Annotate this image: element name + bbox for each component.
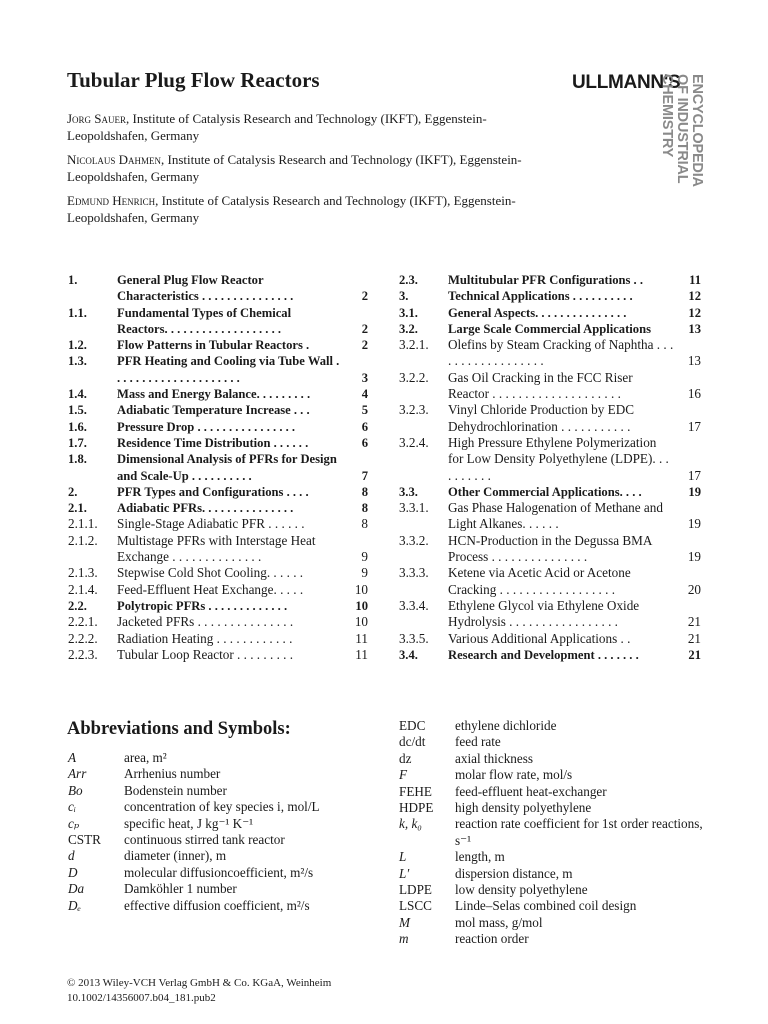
toc-number: 1. — [68, 273, 78, 287]
toc-page-number: 4 — [361, 387, 368, 402]
toc-number: 3.3. — [399, 484, 418, 499]
toc-title: Large Scale Commercial Applications — [448, 321, 651, 336]
symbol-description: axial thickness — [455, 750, 534, 766]
toc-page-number: 8 — [361, 516, 368, 532]
symbol: dc/dt — [399, 734, 426, 750]
toc-number: 1.8. — [68, 452, 87, 467]
symbol: Dₑ — [68, 897, 81, 913]
toc-page-number: 2 — [361, 321, 368, 336]
toc-entry[interactable] — [68, 500, 368, 516]
toc-page-number: 9 — [361, 565, 368, 581]
toc-entry[interactable] — [68, 451, 368, 484]
toc-page-number: 19 — [688, 484, 701, 499]
symbol: EDC — [399, 718, 426, 733]
symbol-description: feed rate — [455, 734, 501, 750]
toc-page-number: 16 — [687, 386, 701, 402]
symbol: dz — [399, 750, 412, 766]
toc-entry[interactable] — [399, 565, 701, 598]
symbol: HDPE — [399, 800, 434, 816]
toc-title: General Aspects. . . . . . . . . . . . . . . — [448, 305, 627, 320]
toc-page-number: 6 — [361, 435, 368, 450]
symbol-row — [68, 766, 368, 782]
toc-number: 2.1. — [68, 501, 87, 516]
symbol-description: molecular diffusioncoefficient, m²/s — [124, 864, 314, 880]
toc-number: 2.1.1. — [68, 516, 98, 532]
toc-title: Ethylene Glycol via Ethylene Oxide Hydrolysis . . . . . . . . . . . . . . . . . — [448, 597, 640, 630]
toc-number: 1.3. — [68, 354, 87, 369]
toc-number: 3.3.3. — [399, 565, 429, 581]
toc-title: Multistage PFRs with Interstage Heat Exchange . . . . . . . . . . . . . . — [117, 532, 316, 565]
toc-title: Other Commercial Applications. . . . — [448, 484, 642, 499]
toc-title: High Pressure Ethylene Polymerization for Low Density Polyethylene (LDPE). . . . . . . . . . — [448, 434, 669, 483]
toc-number: 2.1.4. — [68, 581, 98, 597]
symbol: Da — [68, 881, 85, 897]
symbol: A — [68, 750, 77, 765]
toc-number: 2.2.1. — [68, 614, 98, 630]
symbol-row — [68, 881, 368, 897]
toc-number: 3.1. — [399, 305, 418, 320]
author-affiliation: Institute of Catalysis Research and Technology (IKFT), Eggenstein-Leopoldshafen, Germany — [67, 111, 487, 143]
toc-number: 3.2.3. — [399, 402, 429, 418]
toc-page-number: 11 — [689, 273, 701, 287]
footer — [67, 976, 331, 1006]
toc-page-number: 19 — [687, 516, 701, 532]
symbol-description: Arrhenius number — [124, 766, 221, 782]
symbol-description: reaction order — [455, 931, 529, 947]
logo-line: CHEMISTRY — [659, 74, 675, 158]
symbol: k, k₀ — [399, 816, 422, 832]
symbol-description: area, m² — [124, 750, 167, 765]
symbol: L′ — [399, 865, 410, 881]
logo-vertical-text — [654, 74, 704, 204]
toc-page-number: 20 — [687, 581, 701, 597]
symbol: Arr — [68, 766, 87, 782]
toc-page-number: 2 — [361, 289, 368, 304]
toc-page-number: 21 — [688, 647, 701, 662]
toc-number: 1.5. — [68, 403, 87, 418]
author-list — [67, 111, 537, 234]
author-entry — [67, 193, 537, 226]
symbol-description: molar flow rate, mol/s — [455, 767, 573, 783]
toc-number: 1.1. — [68, 305, 87, 320]
symbol-description: high density polyethylene — [455, 800, 592, 816]
symbol-description: Bodenstein number — [124, 782, 227, 798]
toc-number: 2.1.2. — [68, 532, 98, 548]
symbol-row — [399, 849, 719, 865]
toc-entry[interactable] — [68, 614, 368, 630]
toc-title: Flow Patterns in Tubular Reactors . — [117, 338, 310, 353]
toc-entry[interactable] — [68, 565, 368, 581]
logo-line: OF INDUSTRIAL — [674, 74, 690, 184]
symbol: cₚ — [68, 815, 80, 831]
toc-title: Gas Phase Halogenation of Methane and Light Alkanes. . . . . . — [448, 500, 663, 532]
symbol-row — [399, 767, 719, 783]
symbol: L — [399, 849, 407, 865]
symbol-row — [399, 718, 719, 734]
toc-page-number: 5 — [361, 403, 368, 418]
symbol: M — [399, 914, 410, 930]
toc-entry[interactable] — [399, 647, 701, 663]
toc-title: Various Additional Applications . . — [448, 630, 631, 646]
toc-entry[interactable] — [68, 484, 368, 500]
toc-number: 3.3.1. — [399, 500, 429, 516]
toc-title: Polytropic PFRs . . . . . . . . . . . . . — [117, 598, 288, 613]
symbol-description: ethylene dichloride — [455, 718, 557, 733]
toc-page-number: 11 — [355, 646, 368, 662]
toc-number: 3.3.2. — [399, 532, 429, 548]
toc-number: 3.4. — [399, 647, 418, 662]
author-entry — [67, 111, 537, 144]
toc-entry[interactable] — [399, 598, 701, 631]
toc-title: Dimensional Analysis of PFRs for Design and Scale-Up . . . . . . . . . . — [117, 452, 337, 483]
toc-entry[interactable] — [68, 305, 368, 338]
toc-title: Olefins by Steam Cracking of Naphtha . . . . . . . . . . . . . . . . . . — [448, 337, 674, 369]
symbol-description: mol mass, g/mol — [455, 914, 543, 930]
toc-entry[interactable] — [399, 370, 701, 403]
toc-page-number: 12 — [688, 305, 701, 320]
toc-number: 3.2. — [399, 321, 418, 336]
author-affiliation: Institute of Catalysis Research and Technology (IKFT), Eggenstein-Leopoldshafen, Germany — [67, 193, 516, 225]
symbol-row — [399, 784, 719, 800]
toc-entry[interactable] — [399, 305, 701, 321]
toc-number: 1.7. — [68, 435, 87, 450]
toc-title: Vinyl Chloride Production by EDC Dehydrochlorination . . . . . . . . . . . — [448, 402, 635, 434]
toc-number: 3. — [399, 289, 409, 304]
toc-entry[interactable] — [68, 435, 368, 451]
toc-number: 3.2.4. — [399, 434, 429, 450]
symbol-description: feed-effluent heat-exchanger — [455, 783, 607, 799]
symbol-row — [68, 832, 368, 848]
toc-number: 2. — [68, 484, 78, 499]
toc-number: 2.3. — [399, 273, 418, 287]
toc-entry[interactable] — [68, 337, 368, 353]
toc-number: 1.2. — [68, 338, 87, 353]
symbol-list-right — [399, 718, 719, 948]
symbol-row — [399, 816, 719, 849]
toc-page-number: 8 — [361, 501, 368, 516]
toc-number: 2.2. — [68, 598, 87, 613]
symbol-description: diameter (inner), m — [124, 848, 227, 864]
toc-title: Residence Time Distribution . . . . . . — [117, 435, 309, 450]
symbol: CSTR — [68, 832, 101, 848]
toc-number: 1.4. — [68, 387, 87, 402]
toc-entry[interactable] — [68, 402, 368, 418]
toc-page-number: 9 — [361, 549, 368, 565]
symbol: LSCC — [399, 898, 432, 914]
symbol-description: low density polyethylene — [455, 882, 588, 898]
toc-page-number: 17 — [687, 418, 701, 434]
toc-page-number: 8 — [361, 484, 368, 499]
symbol-description: continuous stirred tank reactor — [124, 832, 285, 848]
logo-wordmark: ULLMANN'S — [572, 72, 681, 93]
toc-title: PFR Types and Configurations . . . . — [117, 484, 309, 499]
toc-title: HCN-Production in the Degussa BMA Process . . . . . . . . . . . . . . . — [448, 532, 652, 565]
toc-number: 3.2.2. — [399, 369, 429, 385]
symbol-row — [399, 898, 719, 914]
symbol-description: specific heat, J kg⁻¹ K⁻¹ — [124, 815, 254, 831]
symbol: Bo — [68, 782, 83, 798]
ullmanns-logo — [572, 72, 705, 207]
toc-page-number: 19 — [687, 549, 701, 565]
toc-entry[interactable] — [68, 419, 368, 435]
toc-page-number: 7 — [361, 468, 368, 483]
article-title: Tubular Plug Flow Reactors — [67, 68, 320, 92]
toc-entry[interactable] — [68, 516, 368, 532]
toc-entry[interactable] — [399, 337, 701, 370]
toc-title: Adiabatic Temperature Increase . . . — [117, 403, 310, 418]
symbol: LDPE — [399, 882, 432, 898]
toc-page-number: 13 — [687, 353, 701, 369]
logo-line: ENCYCLOPEDIA — [689, 74, 705, 187]
toc-title: General Plug Flow Reactor Characteristics . . . . . . . . . . . . . . . — [117, 273, 294, 304]
symbol-row — [68, 799, 368, 815]
toc-number: 3.2.1. — [399, 337, 429, 353]
symbol-row — [399, 882, 719, 898]
table-of-contents-left — [68, 272, 368, 663]
toc-entry[interactable] — [399, 288, 701, 304]
symbol-row — [399, 734, 719, 750]
toc-number: 3.3.5. — [399, 630, 429, 646]
doi: 10.1002/14356007.b04_181.pub2 — [67, 992, 216, 1004]
toc-title: Tubular Loop Reactor . . . . . . . . . — [117, 646, 294, 662]
toc-title: Jacketed PFRs . . . . . . . . . . . . . . . — [117, 614, 294, 630]
toc-number: 3.3.4. — [399, 597, 429, 613]
toc-entry[interactable] — [68, 353, 368, 386]
toc-title: PFR Heating and Cooling via Tube Wall . . . . . . . . . . . . . . . . . . . . . — [117, 354, 340, 385]
author-affiliation: Institute of Catalysis Research and Technology (IKFT), Eggenstein-Leopoldshafen, Germany — [67, 152, 522, 184]
toc-title: Single-Stage Adiabatic PFR . . . . . . — [117, 516, 305, 532]
symbol-description: length, m — [455, 849, 505, 865]
symbol-description: effective diffusion coefficient, m²/s — [124, 897, 310, 913]
toc-entry[interactable] — [399, 435, 701, 484]
symbol-description: dispersion distance, m — [455, 865, 573, 881]
toc-entry[interactable] — [68, 631, 368, 647]
toc-page-number: 10 — [354, 581, 368, 597]
symbol-description: Linde–Selas combined coil design — [455, 898, 637, 914]
symbol: D — [68, 864, 78, 880]
symbol-description: reaction rate coefficient for 1st order reactions, s⁻¹ — [455, 816, 703, 848]
toc-page-number: 11 — [355, 630, 368, 646]
symbol-row — [68, 865, 368, 881]
toc-page-number: 3 — [361, 370, 368, 385]
toc-number: 1.6. — [68, 419, 87, 434]
toc-entry[interactable] — [68, 533, 368, 566]
symbol-row — [68, 783, 368, 799]
toc-entry[interactable] — [68, 647, 368, 663]
toc-title: Technical Applications . . . . . . . . . . — [448, 289, 633, 304]
toc-entry[interactable] — [399, 500, 701, 533]
author-name: Jorg Sauer , — [67, 111, 129, 126]
toc-title: Pressure Drop . . . . . . . . . . . . . . . . — [117, 419, 296, 434]
table-of-contents-right — [399, 272, 701, 663]
toc-title: Feed-Effluent Heat Exchange. . . . . — [117, 581, 304, 597]
toc-entry[interactable] — [399, 272, 701, 288]
toc-title: Radiation Heating . . . . . . . . . . . . — [117, 630, 293, 646]
toc-entry[interactable] — [68, 598, 368, 614]
toc-title: Mass and Energy Balance. . . . . . . . . — [117, 387, 311, 402]
toc-entry[interactable] — [68, 582, 368, 598]
toc-page-number: 21 — [687, 614, 701, 630]
toc-number: 2.1.3. — [68, 565, 98, 581]
toc-entry[interactable] — [68, 272, 368, 305]
author-name: Nicolaus Dahmen , — [67, 152, 164, 167]
toc-title: Multitubular PFR Configurations . . — [448, 273, 643, 287]
toc-entry[interactable] — [399, 321, 701, 337]
symbol-row — [399, 931, 719, 947]
symbol: FEHE — [399, 783, 432, 799]
toc-page-number: 21 — [687, 630, 701, 646]
toc-page-number: 10 — [354, 614, 368, 630]
toc-title: Stepwise Cold Shot Cooling. . . . . . — [117, 565, 304, 581]
symbol-row — [68, 816, 368, 832]
toc-number: 2.2.2. — [68, 630, 98, 646]
toc-title: Gas Oil Cracking in the FCC Riser Reactor . . . . . . . . . . . . . . . . . . . . — [448, 369, 633, 402]
author-name: Edmund Henrich , — [67, 193, 158, 208]
toc-page-number: 17 — [687, 467, 701, 483]
abbreviations-heading: Abbreviations and Symbols: — [67, 719, 291, 739]
toc-entry[interactable] — [399, 402, 701, 435]
symbol: m — [399, 931, 409, 947]
toc-page-number: 2 — [361, 338, 368, 353]
symbol-row — [68, 750, 368, 766]
toc-entry[interactable] — [399, 533, 701, 566]
symbol-row — [399, 800, 719, 816]
symbol-row — [68, 898, 368, 914]
copyright-notice: © 2013 Wiley-VCH Verlag GmbH & Co. KGaA, Weinheim — [67, 977, 332, 989]
symbol-row — [68, 848, 368, 864]
symbol-row — [399, 751, 719, 767]
symbol: F — [399, 767, 408, 783]
toc-page-number: 10 — [355, 598, 368, 613]
toc-title: Fundamental Types of Chemical Reactors. . . . . . . . . . . . . . . . . . . — [117, 305, 292, 336]
symbol-description: concentration of key species i, mol/L — [124, 799, 320, 815]
toc-entry[interactable] — [68, 386, 368, 402]
toc-title: Research and Development . . . . . . . — [448, 647, 639, 662]
symbol-description: Damköhler 1 number — [124, 881, 237, 897]
toc-title: Adiabatic PFRs. . . . . . . . . . . . . . . — [117, 501, 294, 516]
toc-entry[interactable] — [399, 484, 701, 500]
symbol-row — [399, 866, 719, 882]
toc-title: Ketene via Acetic Acid or Acetone Cracking . . . . . . . . . . . . . . . . . . — [448, 565, 631, 597]
symbol-list-left — [68, 750, 368, 914]
toc-entry[interactable] — [399, 631, 701, 647]
symbol-row — [399, 915, 719, 931]
toc-page-number: 12 — [688, 289, 701, 304]
author-entry — [67, 152, 537, 185]
symbol: cᵢ — [68, 799, 76, 815]
symbol: d — [68, 848, 75, 864]
toc-page-number: 13 — [688, 321, 701, 336]
toc-number: 2.2.3. — [68, 646, 98, 662]
toc-page-number: 6 — [361, 419, 368, 434]
